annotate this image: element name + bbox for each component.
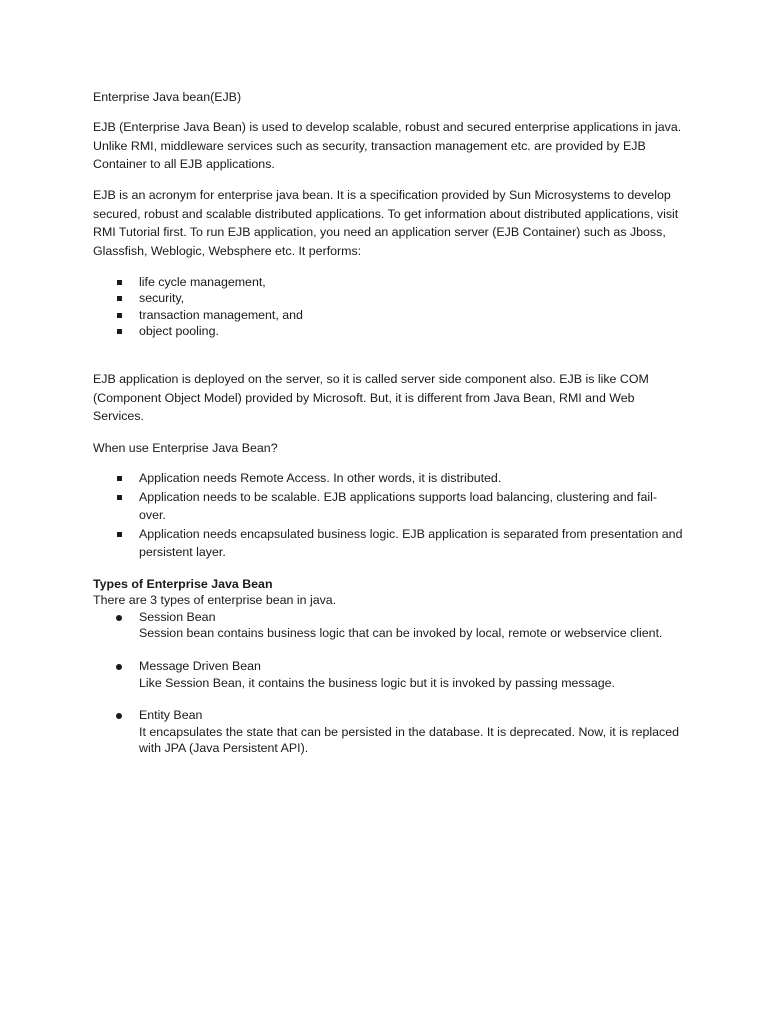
- list-item-text: Application needs encapsulated business logic. EJB application is separated from presentation and persistent layer.: [139, 526, 683, 560]
- list-item-text: object pooling.: [139, 324, 219, 339]
- list-item: [93, 469, 683, 488]
- square-bullet-icon: [117, 532, 122, 537]
- list-item-text: transaction management, and: [139, 307, 303, 322]
- list-item: [93, 323, 683, 339]
- list-item: [93, 307, 683, 323]
- when-list: [93, 469, 683, 562]
- bean-type-name: Message Driven Bean: [139, 659, 261, 674]
- when-heading: When use Enterprise Java Bean?: [93, 441, 278, 455]
- bean-type-name: Entity Bean: [139, 708, 203, 723]
- list-item-text: Application needs to be scalable. EJB applications supports load balancing, clustering and fail-over.: [139, 489, 657, 523]
- bean-type-description: Like Session Bean, it contains the business logic but it is invoked by passing message.: [139, 675, 615, 690]
- list-item: [93, 290, 683, 306]
- list-item: [93, 707, 683, 756]
- types-heading: Types of Enterprise Java Bean: [93, 577, 273, 591]
- deployment-paragraph: EJB application is deployed on the server, so it is called server side component also. EJB is like COM (Component Object Model) provided by Microsoft. But, it is different from Java Bean, RMI and Web Services.: [93, 372, 649, 424]
- square-bullet-icon: [117, 280, 122, 285]
- list-item-text: Application needs Remote Access. In other words, it is distributed.: [139, 471, 502, 485]
- intro-paragraph: EJB (Enterprise Java Bean) is used to develop scalable, robust and secured enterprise applications in java. Unlike RMI, middleware services such as security, transaction management etc. are provided by EJB Container to all EJB applications.: [93, 120, 682, 172]
- square-bullet-icon: [117, 313, 122, 318]
- acronym-paragraph: EJB is an acronym for enterprise java bean. It is a specification provided by Sun Microsystems to develop secured, robust and scalable distributed applications. To get information about distributed applications, visit RMI Tutorial first. To run EJB application, you need an application server (EJB Container) such as Jboss, Glassfish, Weblogic, Websphere etc. It performs:: [93, 188, 679, 258]
- square-bullet-icon: [117, 329, 122, 334]
- square-bullet-icon: [117, 476, 122, 481]
- round-bullet-icon: [116, 713, 122, 719]
- round-bullet-icon: [116, 615, 122, 621]
- list-item: [93, 274, 683, 290]
- list-item: [93, 658, 683, 691]
- bean-type-description: Session bean contains business logic that can be invoked by local, remote or webservice client.: [139, 626, 663, 641]
- list-item: [93, 488, 683, 525]
- bean-type-description: It encapsulates the state that can be persisted in the database. It is deprecated. Now, it is replaced with JPA (Java Persistent API).: [139, 724, 680, 756]
- list-item: [93, 525, 683, 562]
- document-title: Enterprise Java bean(EJB): [93, 90, 242, 104]
- square-bullet-icon: [117, 296, 122, 301]
- round-bullet-icon: [116, 664, 122, 670]
- bean-type-name: Session Bean: [139, 610, 216, 624]
- performs-list: [93, 274, 683, 340]
- list-item-text: security,: [139, 291, 185, 306]
- types-intro: There are 3 types of enterprise bean in java.: [93, 593, 337, 607]
- list-item: [93, 609, 683, 642]
- list-item-text: life cycle management,: [139, 275, 266, 289]
- types-list: [93, 609, 683, 757]
- square-bullet-icon: [117, 495, 122, 500]
